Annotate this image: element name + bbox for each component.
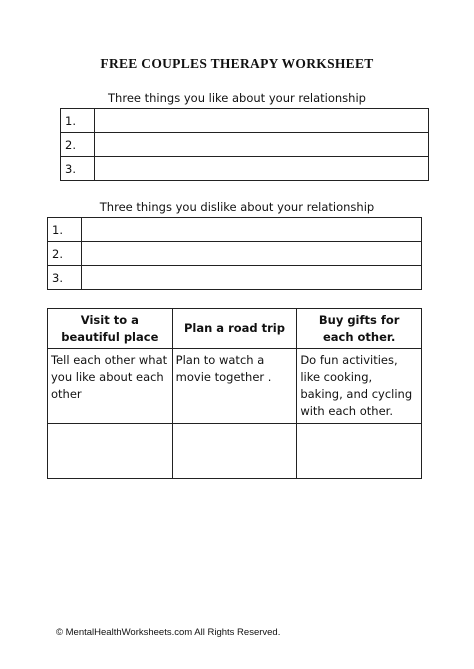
activity-header-gifts: Buy gifts for each other. xyxy=(297,309,422,349)
dislikes-table xyxy=(47,217,422,290)
activity-blank-cell[interactable] xyxy=(48,424,173,479)
table-row xyxy=(48,424,422,479)
likes-heading: Three things you like about your relationship xyxy=(108,91,366,105)
likes-answer-2[interactable] xyxy=(95,133,429,157)
row-number: 3. xyxy=(48,266,82,290)
row-number: 1. xyxy=(61,109,95,133)
activity-cell: Tell each other what you like about each other xyxy=(48,349,173,424)
table-row xyxy=(48,349,422,424)
activity-cell: Do fun activities, like cooking, baking, and cycling with each other. xyxy=(297,349,422,424)
activity-blank-cell[interactable] xyxy=(297,424,422,479)
dislikes-row xyxy=(48,218,422,242)
copyright-footer: © MentalHealthWorksheets.com All Rights Reserved. xyxy=(56,627,281,638)
likes-row xyxy=(61,133,429,157)
activity-cell: Plan to watch a movie together . xyxy=(172,349,297,424)
row-number: 2. xyxy=(61,133,95,157)
dislikes-answer-1[interactable] xyxy=(82,218,422,242)
likes-answer-1[interactable] xyxy=(95,109,429,133)
dislikes-heading: Three things you dislike about your relationship xyxy=(99,200,375,214)
dislikes-answer-2[interactable] xyxy=(82,242,422,266)
activity-blank-cell[interactable] xyxy=(172,424,297,479)
activities-header-row xyxy=(48,309,422,349)
dislikes-row xyxy=(48,242,422,266)
activity-header-visit: Visit to a beautiful place xyxy=(48,309,173,349)
likes-row xyxy=(61,157,429,181)
activity-header-road-trip: Plan a road trip xyxy=(172,309,297,349)
row-number: 1. xyxy=(48,218,82,242)
row-number: 2. xyxy=(48,242,82,266)
likes-table xyxy=(60,108,429,181)
likes-answer-3[interactable] xyxy=(95,157,429,181)
activities-table xyxy=(47,308,422,479)
dislikes-answer-3[interactable] xyxy=(82,266,422,290)
likes-row xyxy=(61,109,429,133)
row-number: 3. xyxy=(61,157,95,181)
dislikes-row xyxy=(48,266,422,290)
worksheet-title: FREE COUPLES THERAPY WORKSHEET xyxy=(100,56,374,71)
